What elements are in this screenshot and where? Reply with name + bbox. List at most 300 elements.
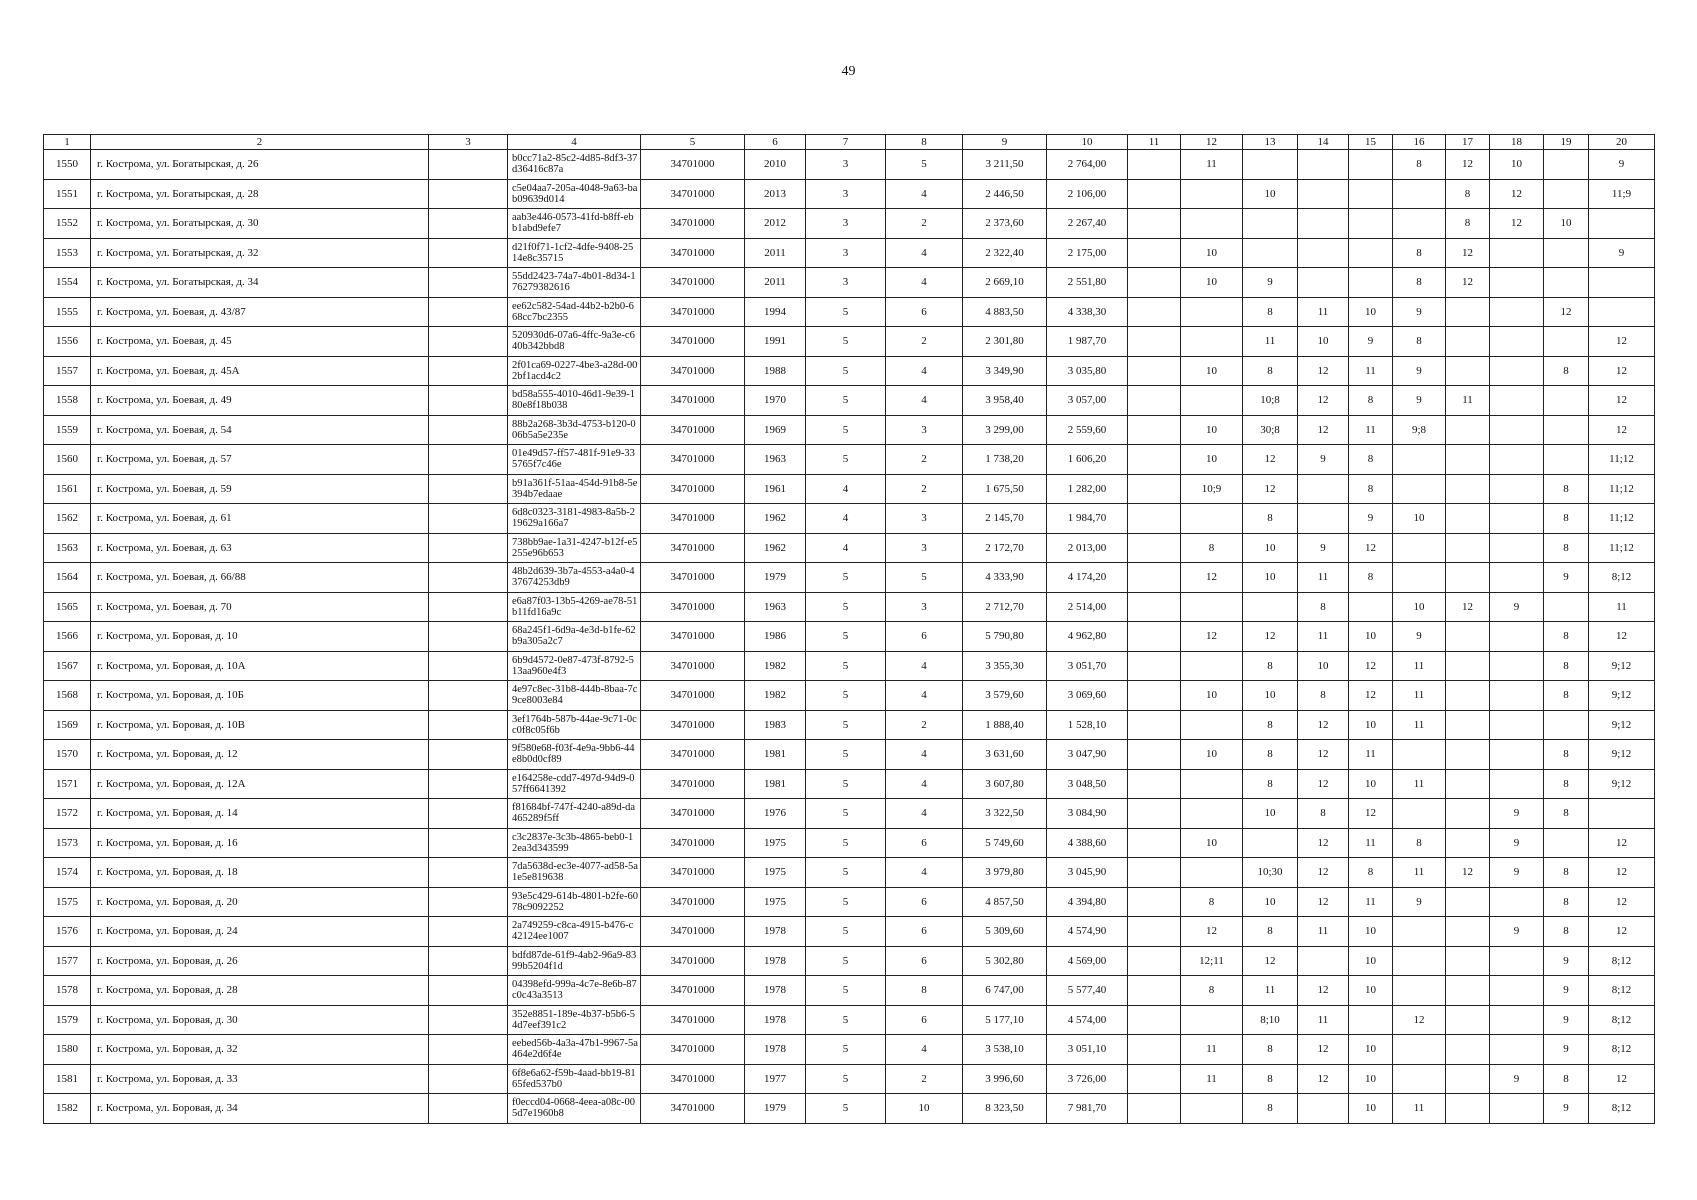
column-header-4: 4 [508,135,641,150]
cell-col-13: 10 [1243,563,1298,593]
cell-col-20: 11;9 [1589,179,1655,209]
cell-col-20: 12 [1589,858,1655,888]
cell-entrances: 4 [886,769,963,799]
cell-col-18 [1490,563,1544,593]
cell-col-16: 8 [1393,327,1446,357]
cell-address: г. Кострома, ул. Боровая, д. 10А [91,651,429,681]
table-row [44,1005,1655,1035]
cell-oktmo: 34701000 [641,976,745,1006]
cell-address: г. Кострома, ул. Боровая, д. 14 [91,799,429,829]
cell-blank-col-3 [429,474,508,504]
cell-col-11 [1128,504,1181,534]
cell-oktmo: 34701000 [641,1064,745,1094]
cell-address: г. Кострома, ул. Боевая, д. 45А [91,356,429,386]
cell-living-area: 2 514,00 [1047,592,1128,622]
cell-living-area: 3 726,00 [1047,1064,1128,1094]
cell-living-area: 4 574,90 [1047,917,1128,947]
cell-col-18: 10 [1490,150,1544,180]
cell-address: г. Кострома, ул. Боевая, д. 49 [91,386,429,416]
cell-col-13: 8 [1243,651,1298,681]
cell-living-area: 1 528,10 [1047,710,1128,740]
cell-row-number: 1572 [44,799,91,829]
table-row [44,622,1655,652]
cell-floors: 5 [806,1064,886,1094]
cell-col-17: 12 [1446,150,1490,180]
cell-col-12: 10 [1181,268,1243,298]
cell-row-number: 1567 [44,651,91,681]
cell-col-16: 11 [1393,651,1446,681]
cell-living-area: 5 577,40 [1047,976,1128,1006]
column-header-12: 12 [1181,135,1243,150]
cell-entrances: 4 [886,1035,963,1065]
cell-col-13: 8 [1243,769,1298,799]
cell-entrances: 2 [886,209,963,239]
column-header-11: 11 [1128,135,1181,150]
cell-col-20: 11;12 [1589,533,1655,563]
cell-col-11 [1128,887,1181,917]
cell-total-area: 1 738,20 [963,445,1047,475]
table-row [44,238,1655,268]
cell-entrances: 2 [886,474,963,504]
cell-col-12 [1181,209,1243,239]
cell-living-area: 4 388,60 [1047,828,1128,858]
cell-col-16 [1393,533,1446,563]
column-header-20: 20 [1589,135,1655,150]
cell-col-19: 9 [1544,1005,1589,1035]
cell-col-11 [1128,976,1181,1006]
cell-col-12 [1181,858,1243,888]
cell-col-13: 8 [1243,504,1298,534]
cell-guid: e164258e-cdd7-497d-94d9-057ff6641392 [508,769,641,799]
cell-col-13: 9 [1243,268,1298,298]
cell-col-13: 12 [1243,474,1298,504]
cell-col-16: 8 [1393,150,1446,180]
cell-address: г. Кострома, ул. Боевая, д. 63 [91,533,429,563]
cell-address: г. Кострома, ул. Боевая, д. 66/88 [91,563,429,593]
cell-col-14: 12 [1298,1064,1349,1094]
cell-col-17 [1446,356,1490,386]
cell-address: г. Кострома, ул. Боевая, д. 54 [91,415,429,445]
cell-col-11 [1128,1064,1181,1094]
cell-col-17: 12 [1446,592,1490,622]
cell-col-20: 8;12 [1589,563,1655,593]
cell-col-17 [1446,799,1490,829]
cell-col-13 [1243,238,1298,268]
cell-col-19 [1544,415,1589,445]
cell-entrances: 6 [886,887,963,917]
cell-col-17: 12 [1446,858,1490,888]
cell-row-number: 1581 [44,1064,91,1094]
cell-col-11 [1128,327,1181,357]
cell-col-15 [1349,238,1393,268]
cell-col-12 [1181,504,1243,534]
cell-col-16 [1393,474,1446,504]
cell-guid: bd58a555-4010-46d1-9e39-180e8f18b038 [508,386,641,416]
cell-blank-col-3 [429,740,508,770]
cell-year-built: 1978 [745,1005,806,1035]
cell-blank-col-3 [429,651,508,681]
cell-guid: e6a87f03-13b5-4269-ae78-51b11fd16a9c [508,592,641,622]
cell-guid: 520930d6-07a6-4ffc-9a3e-c640b342bbd8 [508,327,641,357]
cell-row-number: 1551 [44,179,91,209]
cell-col-19: 12 [1544,297,1589,327]
cell-year-built: 2012 [745,209,806,239]
cell-col-11 [1128,1094,1181,1124]
cell-col-12 [1181,651,1243,681]
cell-entrances: 6 [886,297,963,327]
cell-col-12: 10;9 [1181,474,1243,504]
cell-guid: 4e97c8ec-31b8-444b-8baa-7c9ce8003e84 [508,681,641,711]
cell-entrances: 6 [886,1005,963,1035]
cell-col-18 [1490,946,1544,976]
cell-col-18 [1490,533,1544,563]
cell-row-number: 1568 [44,681,91,711]
cell-floors: 5 [806,622,886,652]
cell-guid: 7da5638d-ec3e-4077-ad58-5a1e5e819638 [508,858,641,888]
column-header-7: 7 [806,135,886,150]
cell-col-11 [1128,622,1181,652]
cell-col-16: 11 [1393,769,1446,799]
table-row [44,976,1655,1006]
cell-col-14: 9 [1298,445,1349,475]
cell-entrances: 6 [886,917,963,947]
cell-floors: 3 [806,209,886,239]
cell-col-20: 12 [1589,917,1655,947]
cell-blank-col-3 [429,297,508,327]
cell-col-15: 12 [1349,533,1393,563]
column-header-17: 17 [1446,135,1490,150]
cell-col-17: 12 [1446,238,1490,268]
column-header-16: 16 [1393,135,1446,150]
cell-col-13: 8 [1243,1094,1298,1124]
cell-oktmo: 34701000 [641,238,745,268]
cell-col-18 [1490,651,1544,681]
cell-col-16: 11 [1393,710,1446,740]
cell-guid: 352e8851-189e-4b37-b5b6-54d7eef391c2 [508,1005,641,1035]
cell-col-11 [1128,1035,1181,1065]
cell-col-19: 8 [1544,769,1589,799]
cell-col-16 [1393,209,1446,239]
cell-col-13: 8 [1243,917,1298,947]
cell-row-number: 1580 [44,1035,91,1065]
cell-col-20: 9 [1589,150,1655,180]
cell-floors: 5 [806,887,886,917]
cell-col-13: 12 [1243,622,1298,652]
cell-living-area: 3 048,50 [1047,769,1128,799]
cell-col-14: 8 [1298,799,1349,829]
cell-year-built: 1961 [745,474,806,504]
cell-col-13: 10;30 [1243,858,1298,888]
cell-col-14 [1298,268,1349,298]
cell-col-18: 12 [1490,209,1544,239]
cell-living-area: 4 574,00 [1047,1005,1128,1035]
cell-blank-col-3 [429,209,508,239]
cell-col-12 [1181,799,1243,829]
cell-living-area: 4 962,80 [1047,622,1128,652]
cell-col-17 [1446,946,1490,976]
cell-total-area: 4 883,50 [963,297,1047,327]
cell-col-11 [1128,415,1181,445]
cell-row-number: 1563 [44,533,91,563]
cell-col-12 [1181,769,1243,799]
cell-col-20: 9;12 [1589,769,1655,799]
cell-entrances: 4 [886,799,963,829]
cell-address: г. Кострома, ул. Боевая, д. 43/87 [91,297,429,327]
cell-col-17 [1446,297,1490,327]
cell-col-15: 11 [1349,356,1393,386]
cell-total-area: 5 309,60 [963,917,1047,947]
cell-guid: 9f580e68-f03f-4e9a-9bb6-44e8b0d0cf89 [508,740,641,770]
cell-blank-col-3 [429,445,508,475]
column-header-9: 9 [963,135,1047,150]
cell-entrances: 4 [886,179,963,209]
cell-year-built: 1978 [745,976,806,1006]
cell-oktmo: 34701000 [641,681,745,711]
column-header-10: 10 [1047,135,1128,150]
cell-oktmo: 34701000 [641,651,745,681]
cell-col-17 [1446,504,1490,534]
cell-col-18 [1490,1035,1544,1065]
cell-address: г. Кострома, ул. Боевая, д. 45 [91,327,429,357]
cell-guid: 6f8e6a62-f59b-4aad-bb19-8165fed537b0 [508,1064,641,1094]
cell-col-19: 8 [1544,917,1589,947]
cell-entrances: 4 [886,386,963,416]
cell-col-20 [1589,297,1655,327]
cell-col-15: 8 [1349,445,1393,475]
cell-col-16 [1393,179,1446,209]
table-row [44,946,1655,976]
cell-col-11 [1128,356,1181,386]
cell-col-20: 8;12 [1589,946,1655,976]
table-row [44,710,1655,740]
table-row [44,415,1655,445]
cell-total-area: 4 857,50 [963,887,1047,917]
cell-col-17 [1446,563,1490,593]
cell-floors: 5 [806,769,886,799]
cell-living-area: 1 987,70 [1047,327,1128,357]
cell-year-built: 1986 [745,622,806,652]
register-table [43,134,1655,1124]
cell-living-area: 1 606,20 [1047,445,1128,475]
cell-living-area: 3 069,60 [1047,681,1128,711]
cell-living-area: 2 106,00 [1047,179,1128,209]
cell-col-19 [1544,327,1589,357]
cell-col-17 [1446,533,1490,563]
cell-blank-col-3 [429,799,508,829]
cell-col-14: 11 [1298,563,1349,593]
cell-entrances: 4 [886,238,963,268]
cell-blank-col-3 [429,415,508,445]
cell-oktmo: 34701000 [641,563,745,593]
cell-floors: 5 [806,356,886,386]
cell-blank-col-3 [429,533,508,563]
cell-col-17 [1446,828,1490,858]
cell-col-17 [1446,474,1490,504]
cell-year-built: 1977 [745,1064,806,1094]
cell-row-number: 1552 [44,209,91,239]
cell-col-16 [1393,976,1446,1006]
cell-entrances: 4 [886,740,963,770]
cell-row-number: 1575 [44,887,91,917]
cell-col-11 [1128,563,1181,593]
cell-total-area: 3 322,50 [963,799,1047,829]
cell-blank-col-3 [429,887,508,917]
cell-col-12: 10 [1181,415,1243,445]
cell-oktmo: 34701000 [641,268,745,298]
cell-oktmo: 34701000 [641,622,745,652]
cell-living-area: 4 174,20 [1047,563,1128,593]
cell-total-area: 2 446,50 [963,179,1047,209]
cell-guid: 6b9d4572-0e87-473f-8792-513aa960e4f3 [508,651,641,681]
cell-living-area: 3 051,10 [1047,1035,1128,1065]
cell-col-15: 8 [1349,386,1393,416]
cell-col-18: 9 [1490,828,1544,858]
cell-guid: 55dd2423-74a7-4b01-8d34-176279382616 [508,268,641,298]
cell-col-13: 12 [1243,946,1298,976]
cell-floors: 3 [806,179,886,209]
cell-floors: 5 [806,828,886,858]
cell-year-built: 1981 [745,740,806,770]
cell-col-17 [1446,740,1490,770]
cell-living-area: 2 559,60 [1047,415,1128,445]
cell-col-16: 9;8 [1393,415,1446,445]
cell-total-area: 3 607,80 [963,769,1047,799]
cell-blank-col-3 [429,976,508,1006]
cell-year-built: 1983 [745,710,806,740]
cell-col-13: 11 [1243,976,1298,1006]
cell-col-18 [1490,976,1544,1006]
cell-year-built: 1962 [745,504,806,534]
cell-col-13: 10 [1243,681,1298,711]
cell-col-20: 9 [1589,238,1655,268]
cell-col-19: 8 [1544,356,1589,386]
cell-col-19 [1544,268,1589,298]
cell-col-19: 8 [1544,1064,1589,1094]
column-header-6: 6 [745,135,806,150]
cell-address: г. Кострома, ул. Боровая, д. 12А [91,769,429,799]
cell-col-11 [1128,651,1181,681]
table-row [44,474,1655,504]
cell-col-17 [1446,769,1490,799]
cell-guid: 738bb9ae-1a31-4247-b12f-e5255e96b653 [508,533,641,563]
cell-col-12: 10 [1181,238,1243,268]
cell-col-18 [1490,386,1544,416]
cell-col-14: 12 [1298,976,1349,1006]
cell-col-14: 12 [1298,828,1349,858]
cell-col-15: 10 [1349,1094,1393,1124]
cell-col-15: 11 [1349,415,1393,445]
cell-col-19 [1544,150,1589,180]
cell-oktmo: 34701000 [641,445,745,475]
cell-col-16 [1393,799,1446,829]
cell-col-11 [1128,710,1181,740]
cell-oktmo: 34701000 [641,592,745,622]
table-row [44,828,1655,858]
column-header-5: 5 [641,135,745,150]
cell-col-19: 8 [1544,740,1589,770]
cell-year-built: 2011 [745,238,806,268]
cell-col-20: 12 [1589,415,1655,445]
cell-col-11 [1128,917,1181,947]
column-header-13: 13 [1243,135,1298,150]
cell-col-14: 12 [1298,769,1349,799]
cell-col-12: 10 [1181,445,1243,475]
column-header-8: 8 [886,135,963,150]
cell-guid: 88b2a268-3b3d-4753-b120-006b5a5e235e [508,415,641,445]
cell-col-19 [1544,710,1589,740]
cell-col-12: 12 [1181,563,1243,593]
cell-total-area: 2 712,70 [963,592,1047,622]
cell-col-20 [1589,268,1655,298]
cell-col-12: 12 [1181,917,1243,947]
cell-address: г. Кострома, ул. Боевая, д. 57 [91,445,429,475]
cell-col-16: 9 [1393,356,1446,386]
cell-col-17: 8 [1446,179,1490,209]
cell-col-20: 11;12 [1589,445,1655,475]
cell-col-12 [1181,297,1243,327]
cell-entrances: 2 [886,445,963,475]
cell-col-17: 11 [1446,386,1490,416]
cell-col-16: 9 [1393,297,1446,327]
cell-col-18 [1490,1005,1544,1035]
cell-col-14: 12 [1298,415,1349,445]
cell-col-15: 10 [1349,946,1393,976]
cell-entrances: 4 [886,268,963,298]
cell-col-20: 11;12 [1589,504,1655,534]
cell-col-12: 8 [1181,887,1243,917]
cell-year-built: 1979 [745,1094,806,1124]
cell-address: г. Кострома, ул. Боровая, д. 24 [91,917,429,947]
table-row [44,327,1655,357]
cell-oktmo: 34701000 [641,858,745,888]
cell-floors: 5 [806,563,886,593]
column-header-14: 14 [1298,135,1349,150]
cell-col-19 [1544,179,1589,209]
cell-col-11 [1128,150,1181,180]
cell-total-area: 1 888,40 [963,710,1047,740]
cell-total-area: 5 302,80 [963,946,1047,976]
cell-guid: aab3e446-0573-41fd-b8ff-ebb1abd9efe7 [508,209,641,239]
cell-guid: 3ef1764b-587b-44ae-9c71-0cc0f8c05f6b [508,710,641,740]
cell-floors: 5 [806,681,886,711]
cell-col-20: 12 [1589,1064,1655,1094]
cell-col-15: 12 [1349,681,1393,711]
cell-blank-col-3 [429,238,508,268]
cell-blank-col-3 [429,268,508,298]
cell-living-area: 3 045,90 [1047,858,1128,888]
cell-total-area: 2 172,70 [963,533,1047,563]
cell-row-number: 1578 [44,976,91,1006]
cell-row-number: 1555 [44,297,91,327]
cell-col-15: 10 [1349,1035,1393,1065]
cell-row-number: 1550 [44,150,91,180]
cell-oktmo: 34701000 [641,209,745,239]
cell-year-built: 1978 [745,917,806,947]
cell-col-20: 9;12 [1589,681,1655,711]
cell-guid: 48b2d639-3b7a-4553-a4a0-437674253db9 [508,563,641,593]
cell-col-11 [1128,828,1181,858]
cell-entrances: 3 [886,592,963,622]
cell-row-number: 1570 [44,740,91,770]
cell-guid: 2f01ca69-0227-4be3-a28d-002bf1acd4c2 [508,356,641,386]
cell-col-16: 9 [1393,622,1446,652]
cell-year-built: 1975 [745,858,806,888]
cell-col-19: 9 [1544,1035,1589,1065]
cell-col-14: 11 [1298,297,1349,327]
cell-col-15: 10 [1349,976,1393,1006]
cell-row-number: 1574 [44,858,91,888]
cell-year-built: 1978 [745,946,806,976]
